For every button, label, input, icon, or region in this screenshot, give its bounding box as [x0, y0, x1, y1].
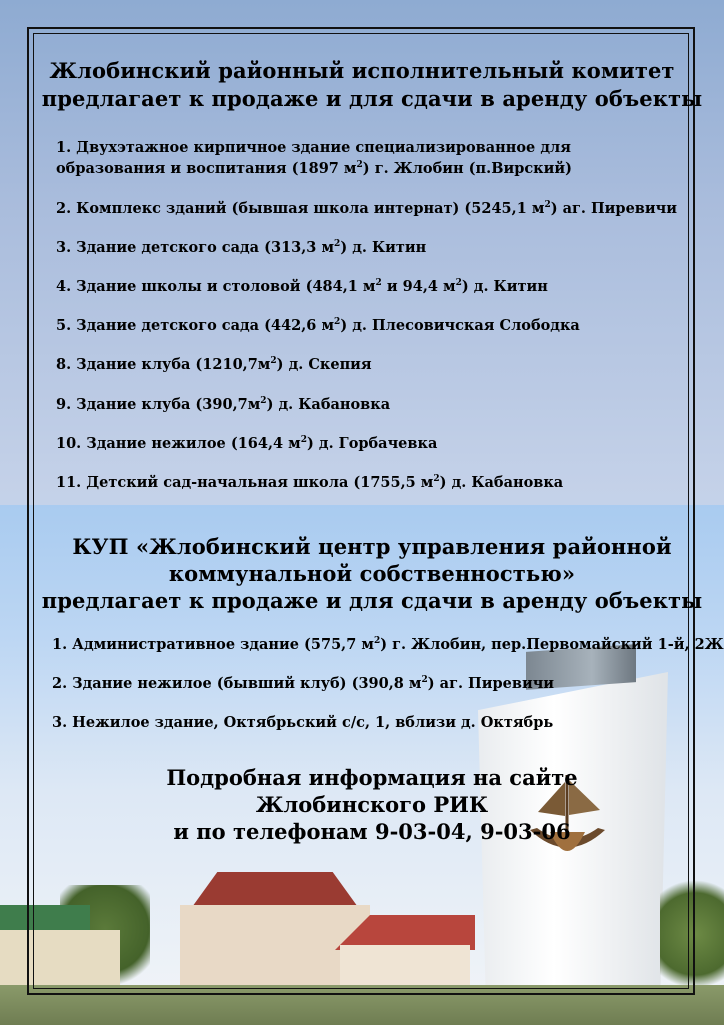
committee-item-10: 10. Здание нежилое (164,4 $м^2$) д. Горбачевка	[56, 435, 438, 452]
contact-line1: Подробная информация на сайте	[166, 765, 578, 790]
committee-item-9: 9. Здание клуба $(390,7м^2)$ д. Кабановка	[56, 396, 391, 413]
kup-item-2: 2. Здание нежилое (бывший клуб) (390,8 $м^2$) аг. Пиревичи	[52, 675, 555, 692]
contact-line3: и по телефонам 9-03-04, 9-03-06	[173, 819, 571, 844]
kup-title-line1: КУП «Жлобинский центр управления районной	[72, 534, 672, 559]
kup-title-line2: коммунальной собственностью»	[168, 561, 576, 586]
committee-item-2: 2. Комплекс зданий (бывшая школа интернат) (5245,1 $м^2$) аг. Пиревичи	[56, 200, 677, 217]
committee-item-4: 4. Здание школы и столовой (484,1 $м^2$ и 94,4 $м^2$) д. Китин	[56, 278, 548, 295]
committee-item-3: 3. Здание детского сада (313,3 $м^2$) д. Китин	[56, 239, 427, 256]
committee-item-1-line1: 1. Двухэтажное кирпичное здание специализированное для	[56, 139, 571, 156]
committee-item-8: 8. Здание клуба $(1210,7м^2)$ д. Скепия	[56, 356, 372, 373]
committee-title-line2: предлагает к продаже и для сдачи в аренду объекты	[41, 86, 703, 111]
committee-item-5: 5. Здание детского сада (442,6 $м^2$) д. Плесовичская Слободка	[56, 317, 580, 334]
kup-title-line3: предлагает к продаже и для сдачи в аренду объекты	[41, 588, 703, 613]
kup-item-1: 1. Административное здание (575,7 $м^2$) г. Жлобин, пер.Первомайский 1-й, 2Ж	[52, 636, 724, 653]
committee-item-11: 11. Детский сад-начальная школа (1755,5 $м^2$) д. Кабановка	[56, 474, 564, 491]
committee-item-1-line2: образования и воспитания (1897 $м^2$) г. Жлобин (п.Вирский)	[56, 160, 573, 177]
committee-title-line1: Жлобинский районный исполнительный комитет	[49, 58, 675, 83]
contact-line2: Жлобинского РИК	[255, 792, 489, 817]
kup-item-3: 3. Нежилое здание, Октябрьский с/с, 1, вблизи д. Октябрь	[52, 714, 554, 731]
